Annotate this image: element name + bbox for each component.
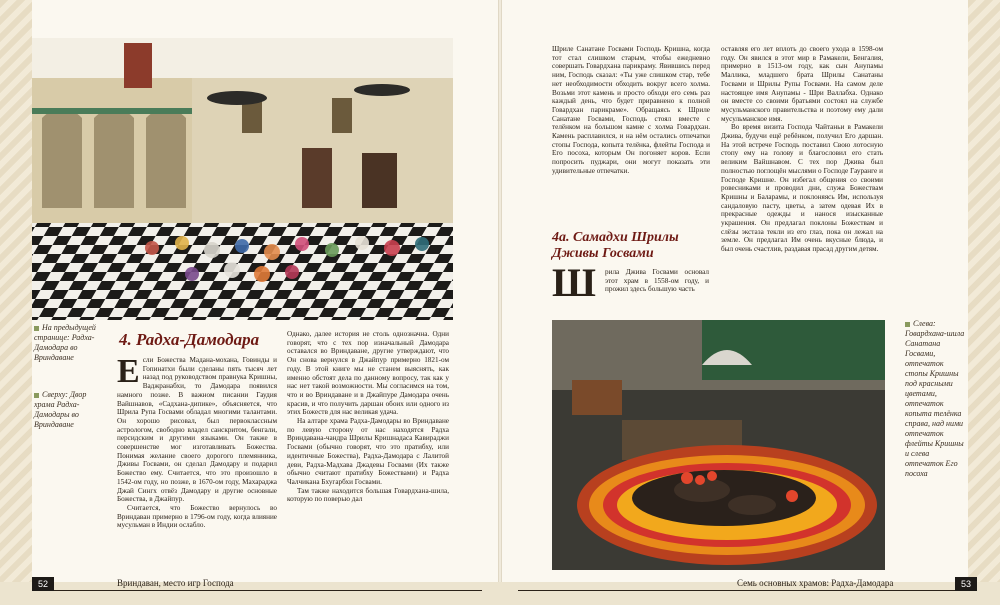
caption-text: Сверху: Двор храма Радха-Дамодары во Вриндаване bbox=[34, 390, 87, 429]
section-intro bbox=[605, 268, 709, 294]
running-title-left: Вриндаван, место игр Господа bbox=[117, 578, 234, 588]
page-number-right: 53 bbox=[955, 577, 977, 591]
caption-top-photo bbox=[34, 390, 98, 430]
left-column-1 bbox=[117, 353, 277, 530]
left-column-2 bbox=[287, 330, 449, 504]
section-title-radha-damodara: 4. Радха-Дамодара bbox=[119, 330, 260, 349]
decorative-border-left bbox=[0, 0, 32, 605]
caption-bullet bbox=[34, 393, 39, 398]
govardhana-shila-photo bbox=[552, 320, 885, 570]
right-column-2 bbox=[721, 45, 883, 254]
caption-shila-photo bbox=[905, 319, 967, 479]
temple-courtyard-illustration bbox=[32, 38, 453, 320]
page-number-left: 52 bbox=[32, 577, 54, 591]
paragraph: Считается, что Божество вернулось во Вриндаван примерно в 1796-ом году, когда влияние мусульман в Индии ослабло. bbox=[117, 503, 277, 530]
caption-bullet bbox=[34, 326, 39, 331]
footer-rule-left bbox=[32, 590, 482, 591]
paragraph: Шриле Санатане Госвами Господь Кришна, когда тот стал слишком старым, чтобы ежедневно совершать Говардхана парикраму. Явившись перед ним, Господь сказал: «Ты уже слишком стар, тебе нет необходимости обходить вокруг всего холма. Возьми этот камень и просто обходи его семь раз каждый день, что будет приравнено к полной Говардхан парикраме». Обращаясь к Шриле Санатане Госвами, Господь стоял вместе с телёнком на большом камне с холма Говардхан. Камень расплавился, и на нём остались отпечатки стопы Господа, копыта телёнка, флейты Господа и Его посоха, которым Он погоняет коров. Если попросить пуджари, они могут показать эти удивительные отпечатки. bbox=[552, 45, 710, 175]
paragraph: На алтаре храма Радха-Дамодары во Вриндаване по левую сторону от нас находятся Радха Вриндавана-чандра Шрилы Кришнадаса Кавираджи Госвами (обычно говорят, что это пратибху, или идентичные Божества), Радха-Дамодара с Лалитой деви, Радха-Мадхава Джадевы Госвами (Их также обычно считают пратибху Божествами) и Радха Чалчикана Бхугарбхи Госвами. bbox=[287, 417, 449, 486]
caption-previous-page bbox=[34, 323, 98, 363]
paragraph: оставляя его лет вплоть до своего ухода в 1598-ом году. Он явился в этот мир в Рамакели, Бенгалия, примерно в 1513-ом году, как сын Анупамы Маллика, младшего брата Шрилы Санатаны Госвами и Шрилы Рупы Госвами. На самом деле настоящее имя Анупамы - Шри Валлабха. Однако он вместе со своими братьями состоял на службе мусульманского правительства и поэтому ему дали мусульманское имя. bbox=[721, 45, 883, 123]
caption-text: Слева: Говардхана-шила Санатана Госвами, отпечаток стопы Кришны под красными цветами, отпечаток копыта телёнка справа, над ними отпечаток флейты Кришны и слева отпечаток Его посоха bbox=[905, 319, 965, 478]
drop-cap: Е bbox=[117, 353, 140, 390]
paragraph: сли Божества Мадана-мохана, Говинды и Гопинатхи были сделаны пять тысяч лет назад под руководством правнука Кришны, Ваджранабхи, то Дамодара появился намного позже. В важном писании Гаудия Вайшнавов, «Садхана-дипике», объясняется, что Шрила Рупа Госвами обладал многими талантами. Он хорошо рисовал, был первоклассным астрологом, свободно владел санскритом, бенгали, персидским и другими языками. Он также в совершенстве мог изготавливать Божества. Понимая желание своего дорогого племянника, Дживы Госвами, он сделал Дамодару и подарил Божество ему. Считается, что это произошло в 1542-ом году, но позже, в 1670-ом году, Махараджа Джай Сингх отвёз Дамодару и другие основные Божества, в Джайпур. bbox=[117, 356, 277, 504]
drop-cap: Ш bbox=[552, 260, 596, 305]
right-column-1 bbox=[552, 45, 710, 176]
paragraph: Однако, далее история не столь однозначна. Одни говорят, что с тех пор изначальный Дамодара оставался во Вриндаване, другие утверждают, что Он снова вернулся в Джайпур примерно 1821-ом году. В этой книге мы не станем выяснять, как именно обстоят дела по данному вопросу, так как у нас нет такой возможности. Мы согласимся на том, что и во Вриндаване и в Джайпуре Дамодара очень красив, и что получить даршан обоих или одного из этих Божеств для нас великая удача. bbox=[287, 330, 449, 417]
govardhana-shila-illustration bbox=[552, 320, 885, 570]
section-title-jiva-samadhi: 4а. Самадхи Шрилы Дживы Госвами bbox=[552, 230, 679, 261]
paragraph: Во время визита Господа Чайтаньи в Рамакели Джива, будучи ещё ребёнком, получил Его даршан. На этой встрече Господь поставил Свою лотосную стопу ему на голову и благословил его стать великим Вайшнавом. С тех пор Джива был полностью поглощён мыслями о Господе Гауранге и Господе Кришне. Он избегал общения со своими ровесниками и проводил дни, служа Божествам Кришны и Баларамы, и поклоняясь Им, используя сандаловую пасту, цветы, а затем одевая Их в прекрасные одежды и нанося изысканные украшения. Он предлагал поклоны Божествам и слёзы экстаза текли из его глаз, пока он лежал на земле. Он предлагал Им очень вкусные блюда, и был очень счастлив, раздавая прасад другим детям. bbox=[721, 123, 883, 254]
caption-text: На предыдущей странице: Радха-Дамодара во Вриндаване bbox=[34, 323, 96, 362]
decorative-border-right bbox=[968, 0, 1000, 605]
book-gutter bbox=[498, 0, 502, 582]
caption-bullet bbox=[905, 322, 910, 327]
running-title-right: Семь основных храмов: Радха-Дамодара bbox=[737, 578, 894, 588]
footer-rule-right bbox=[518, 590, 968, 591]
temple-courtyard-photo bbox=[32, 38, 453, 320]
paragraph: рила Джива Госвами основал этот храм в 1558-ом году, и прожил здесь большую часть bbox=[605, 268, 709, 294]
paragraph: Там также находится большая Говардхана-шила, которую по поверью дал bbox=[287, 486, 449, 504]
